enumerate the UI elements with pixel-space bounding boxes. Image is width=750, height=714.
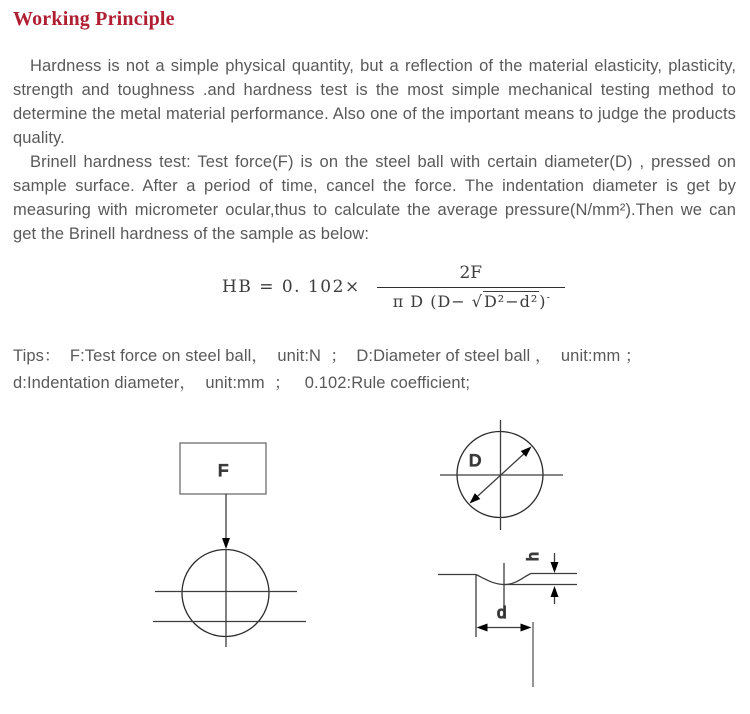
brinell-test-paragraph: Brinell hardness test: Test force(F) is on the steel ball with certain diameter(D) , pressed on sample surface. After a period of time, cancel the force. The indentation diameter is get by measuring with micrometer ocular,thus to calculate the average pressure(N/mm²).Then we can get the Brinell hardness of the sample as below:: [13, 153, 736, 243]
formula-numerator: 2F: [377, 263, 565, 288]
denominator-superscript: -: [546, 292, 551, 304]
radical-sign: √: [471, 292, 483, 311]
depth-arrowhead-down-icon: [551, 562, 559, 573]
intro-paragraph: Hardness is not a simple physical quantity, but a reflection of the material elasticity, plasticity, strength and toughness .and hardness test is the most simple mechanical testing method to determine the metal material performance. Also one of the important means to judge the products quality.: [13, 57, 736, 147]
force-arrowhead-icon: [222, 538, 230, 549]
depth-arrowhead-up-icon: [551, 586, 559, 597]
denominator-prefix: π D (D−: [392, 292, 472, 311]
indentation-diagram: [438, 552, 577, 687]
dimension-arrowhead-left-icon: [477, 624, 488, 632]
tips-block: [13, 343, 642, 397]
force-diagram: [153, 443, 306, 647]
diameter-label: D: [469, 451, 482, 470]
formula-lhs: HB = 0. 102×: [222, 277, 361, 297]
formula-denominator: [381, 288, 561, 311]
tips-line-2: d:Indentation diameter， unit:mm ； 0.102:Rule coefficient;: [13, 374, 471, 392]
hardness-formula: [222, 263, 561, 311]
tips-line-1: Tips： F:Test force on steel ball， unit:N ； D:Diameter of steel ball ， unit:mm ；: [13, 347, 642, 365]
indentation-label: d: [497, 603, 507, 622]
formula-fraction: [381, 263, 561, 311]
depth-label: h: [525, 552, 542, 561]
radicand: D²−d²: [483, 292, 539, 311]
dimension-arrowhead-right-icon: [521, 624, 532, 632]
page-title: Working Principle: [13, 8, 175, 30]
ball-diameter-diagram: [440, 420, 563, 530]
working-principle-diagrams: [0, 410, 750, 714]
denominator-suffix: ): [539, 292, 547, 311]
force-label: F: [218, 461, 229, 480]
